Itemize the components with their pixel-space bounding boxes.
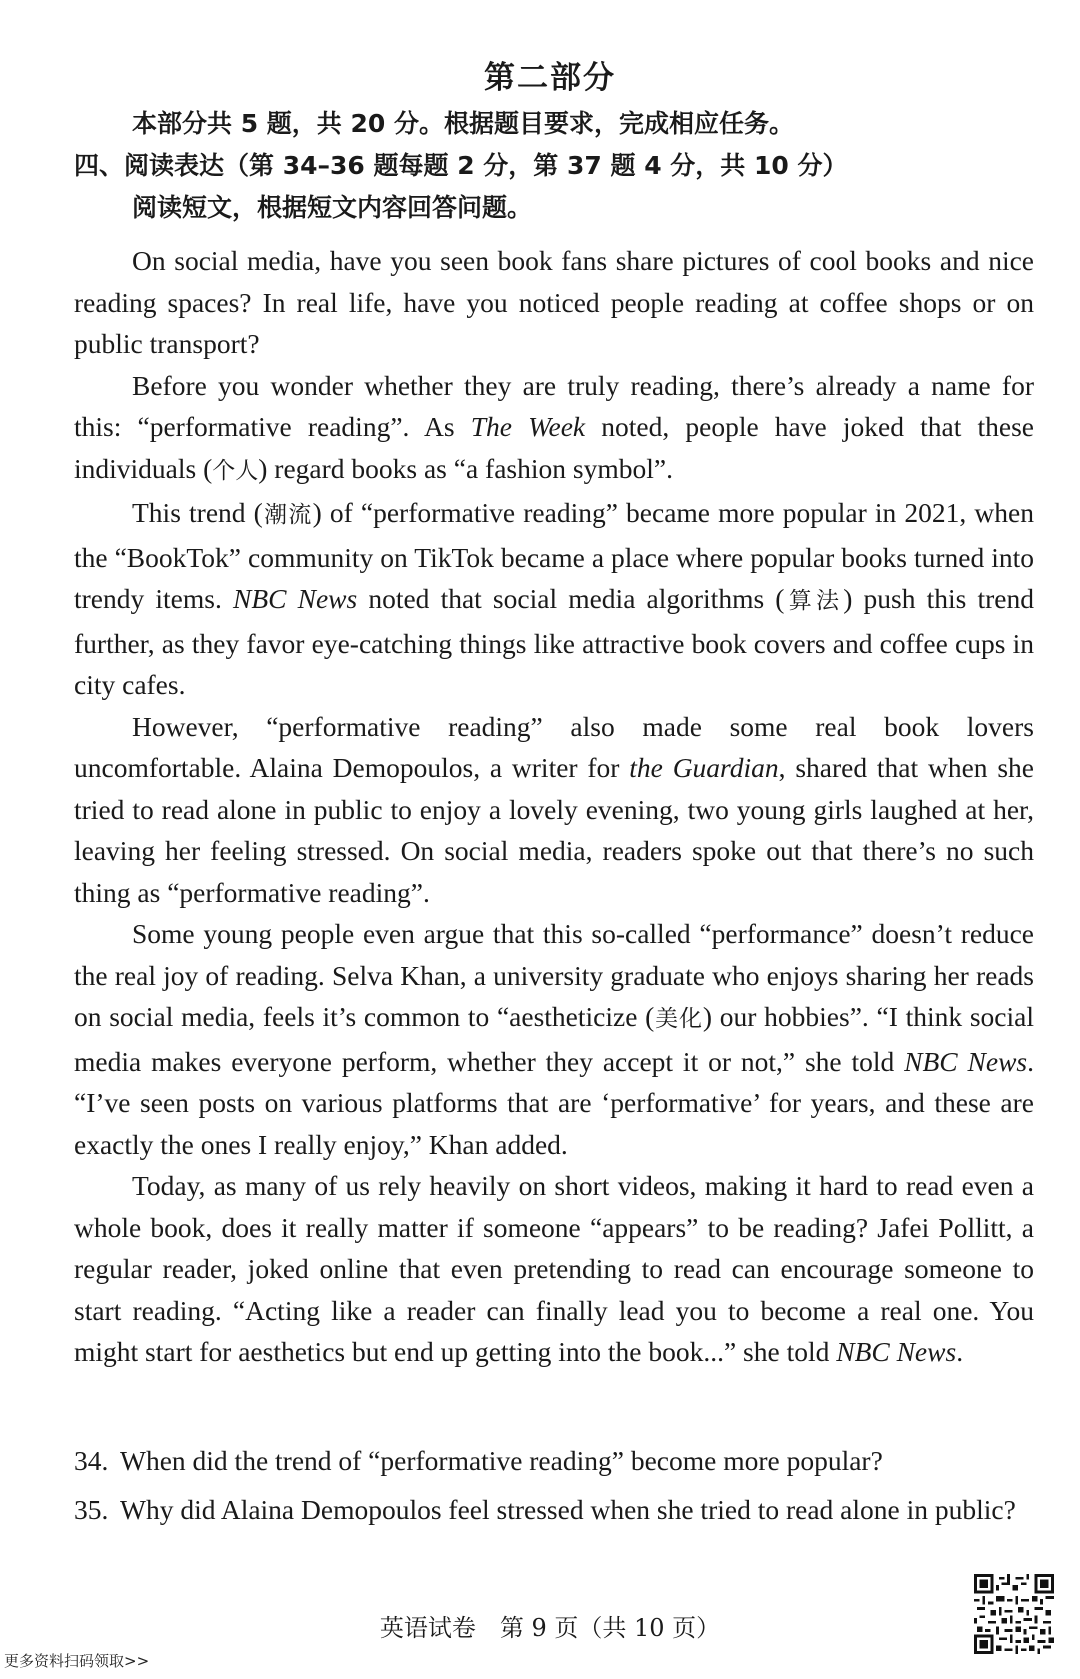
paragraph-3: This trend (潮流) of “performative reading” became more popular in 2021, when the “BookTok” community on TikTok became a place where popular books turned into trendy items. NBC News noted that social media algorithms (算法) push this trend further, as they favor eye-catching things like attractive book covers and coffee cups in city cafes. <box>74 497 1034 700</box>
question-text: When did the trend of “performative reading” become more popular? <box>120 1445 883 1476</box>
page-footer: 英语试卷 第 9 页（共 10 页） <box>379 1614 721 1642</box>
intro-line-task: 四、阅读表达（第 34–36 题每题 2 分，第 37 题 4 分，共 10 分） <box>74 151 848 180</box>
chinese-gloss: 潮流 <box>262 502 313 528</box>
reading-passage <box>74 240 1034 1373</box>
publication-title: the Guardian <box>629 752 779 783</box>
chinese-gloss: 算法 <box>784 588 844 614</box>
publication-title: NBC News <box>904 1045 1028 1077</box>
chinese-gloss: 个人 <box>212 457 259 484</box>
paragraph-4: However, “performative reading” also made some real book lovers uncomfortable. Alaina Demopoulos, a writer for the Guardian, shared that when she tried to read alone in public to enjoy a lovely evening, two young girls laughed at her, leaving her feeling stressed. On social media, readers spoke out that there’s no such thing as “performative reading”. <box>74 710 1035 908</box>
chinese-gloss: 美化 <box>654 1006 703 1032</box>
paragraph-6: Today, as many of us rely heavily on short videos, making it hard to read even a whole book, does it really matter if someone “appears” to be reading? Jafei Pollitt, a regular reader, joked online that even pretending to read can encourage someone to start reading. “Acting like a reader can finally lead you to become a real one. You might start for aesthetics but end up getting into the book...” she told NBC News. <box>74 1170 1034 1367</box>
publication-title: The Week <box>470 411 586 442</box>
intro-line-instruction: 阅读短文，根据短文内容回答问题。 <box>132 193 533 222</box>
section-title: 第二部分 <box>484 60 616 96</box>
publication-title: NBC News <box>232 583 358 614</box>
intro-line-score: 本部分共 5 题，共 20 分。根据题目要求，完成相应任务。 <box>132 109 795 138</box>
publication-title: NBC News <box>836 1336 957 1367</box>
question-text: Why did Alaina Demopoulos feel stressed when she tried to read alone in public? <box>120 1493 1016 1525</box>
paragraph-2: Before you wonder whether they are truly reading, there’s already a name for this: “performative reading”. As The Week noted, people have joked that these individuals (个人) regard books as “a fashion symbol”. <box>74 369 1034 484</box>
question-number: 34. <box>74 1445 109 1476</box>
question-list <box>74 1440 1034 1537</box>
question-number: 35. <box>74 1493 109 1525</box>
scan-for-more-note: 更多资料扫码领取>> <box>4 1652 150 1670</box>
qr-code-icon[interactable] <box>974 1574 1054 1654</box>
paragraph-5: Some young people even argue that this so-called “performance” doesn’t reduce the real joy of reading. Selva Khan, a university graduate who enjoys sharing her reads on social media, feels it’s common to “aestheticize (美化) our hobbies”. “I think social media makes everyone perform, whether they accept it or not,” she told NBC News. “I’ve seen posts on various platforms that are ‘performative’ for years, and these are exactly the ones I really enjoy,” Khan added. <box>74 918 1034 1160</box>
question-34 <box>74 1440 1034 1482</box>
section-intro <box>74 103 1034 229</box>
paragraph-1: On social media, have you seen book fans share pictures of cool books and nice reading spaces? In real life, have you noticed people reading at coffee shops or on public transport? <box>74 245 1034 359</box>
question-35 <box>74 1489 1034 1531</box>
